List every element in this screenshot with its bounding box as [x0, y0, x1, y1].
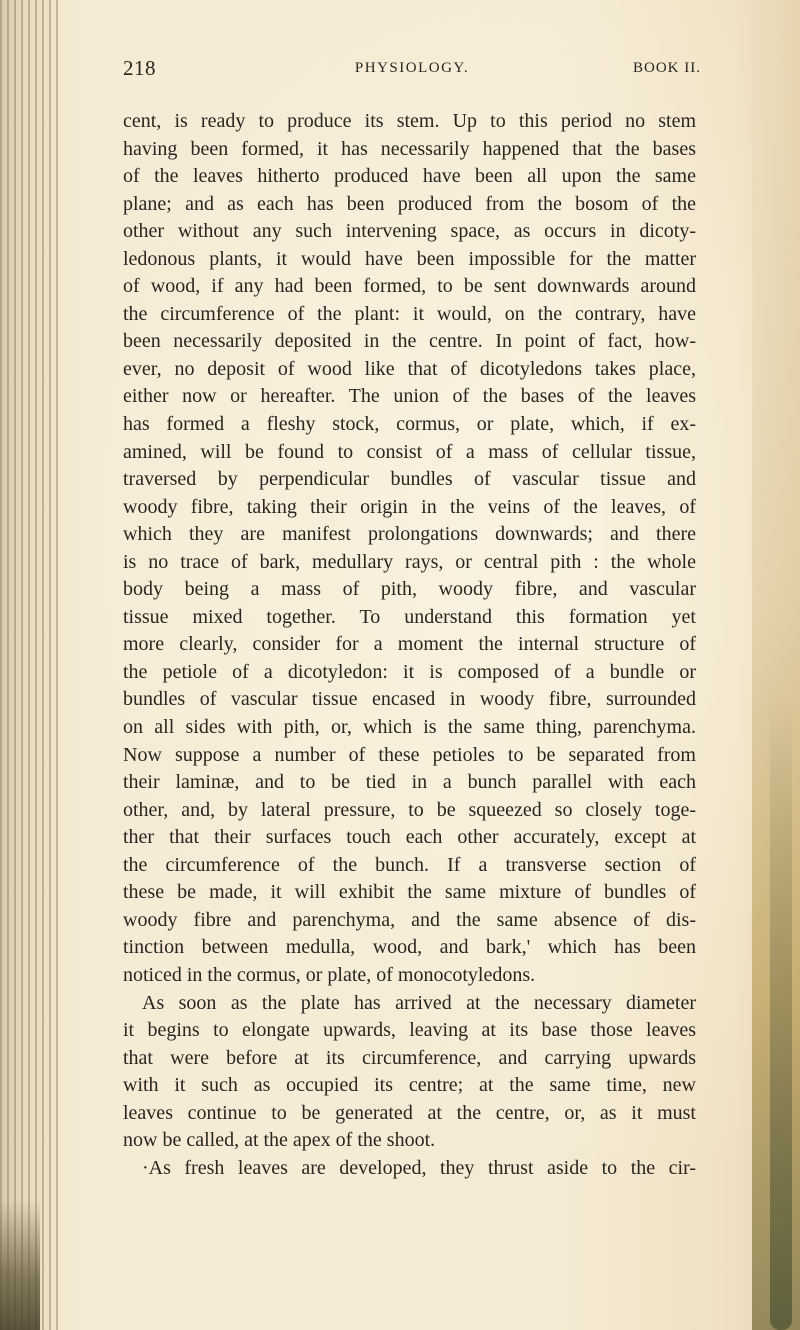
- text-line: ·As fresh leaves are developed, they thrust aside to the cir-: [142, 1156, 696, 1179]
- book-label: BOOK II.: [633, 60, 701, 76]
- text-line: woody fibre, taking their origin in the veins of the leaves, of: [123, 495, 696, 518]
- text-line: other, and, by lateral pressure, to be squeezed so closely toge-: [123, 798, 696, 821]
- text-line: of wood, if any had been formed, to be sent downwards around: [123, 275, 696, 298]
- page-binding-edge: [0, 0, 62, 1330]
- page-edge-discoloration: [770, 700, 792, 1330]
- text-line: cent, is ready to produce its stem. Up to this period no stem: [123, 110, 696, 132]
- page-number: 218: [123, 56, 156, 80]
- text-line: other without any such intervening space, as occurs in dicoty-: [123, 220, 696, 243]
- text-line: that were before at its circumference, and carrying upwards: [123, 1046, 696, 1069]
- text-line: now be called, at the apex of the shoot.: [123, 1129, 436, 1152]
- text-line: the petiole of a dicotyledon: it is composed of a bundle or: [123, 660, 696, 683]
- running-header: [123, 56, 701, 86]
- text-line: more clearly, consider for a moment the internal structure of: [123, 633, 696, 656]
- text-line: of the leaves hitherto produced have been all upon the same: [123, 165, 696, 188]
- text-line: having been formed, it has necessarily happened that the bases: [123, 137, 696, 160]
- text-line: it begins to elongate upwards, leaving at its base those leaves: [123, 1019, 696, 1042]
- text-line: is no trace of bark, medullary rays, or central pith : the whole: [123, 550, 696, 573]
- text-line: Now suppose a number of these petioles to be separated from: [123, 743, 696, 766]
- text-line: tissue mixed together. To understand this formation yet: [123, 605, 696, 628]
- text-line: plane; and as each has been produced from the bosom of the: [123, 192, 696, 215]
- text-line: traversed by perpendicular bundles of vascular tissue and: [123, 468, 696, 491]
- text-line: either now or hereafter. The union of the bases of the leaves: [123, 385, 696, 408]
- text-line: leaves continue to be generated at the centre, or, as it must: [123, 1101, 696, 1124]
- text-line: body being a mass of pith, woody fibre, and vascular: [123, 578, 696, 601]
- text-line: bundles of vascular tissue encased in woody fibre, surrounded: [123, 688, 696, 711]
- text-line: the circumference of the plant: it would, on the contrary, have: [123, 302, 696, 325]
- text-line: these be made, it will exhibit the same mixture of bundles of: [123, 881, 696, 904]
- text-line: the circumference of the bunch. If a transverse section of: [123, 853, 696, 876]
- text-line: ther that their surfaces touch each other accurately, except at: [123, 826, 696, 849]
- text-line: with it such as occupied its centre; at the same time, new: [123, 1074, 696, 1097]
- text-line: woody fibre and parenchyma, and the same absence of dis-: [123, 908, 696, 931]
- text-line: ever, no deposit of wood like that of dicotyledons takes place,: [123, 357, 696, 380]
- running-title: PHYSIOLOGY.: [354, 60, 470, 76]
- text-line: which they are manifest prolongations downwards; and there: [123, 523, 696, 546]
- body-text: [123, 108, 696, 1182]
- text-line: tinction between medulla, wood, and bark,' which has been: [123, 936, 696, 959]
- text-line: been necessarily deposited in the centre. In point of fact, how-: [123, 330, 696, 353]
- text-line: on all sides with pith, or, which is the same thing, parenchyma.: [123, 716, 696, 739]
- text-line: their laminæ, and to be tied in a bunch parallel with each: [123, 771, 696, 794]
- binding-shadow: [0, 1200, 40, 1330]
- text-line: ledonous plants, it would have been impossible for the matter: [123, 247, 696, 270]
- text-line: noticed in the cormus, or plate, of monocotyledons.: [123, 963, 536, 986]
- text-line: has formed a fleshy stock, cormus, or plate, which, if ex-: [123, 413, 696, 436]
- text-line: As soon as the plate has arrived at the necessary diameter: [142, 991, 696, 1014]
- text-line: amined, will be found to consist of a mass of cellular tissue,: [123, 440, 696, 463]
